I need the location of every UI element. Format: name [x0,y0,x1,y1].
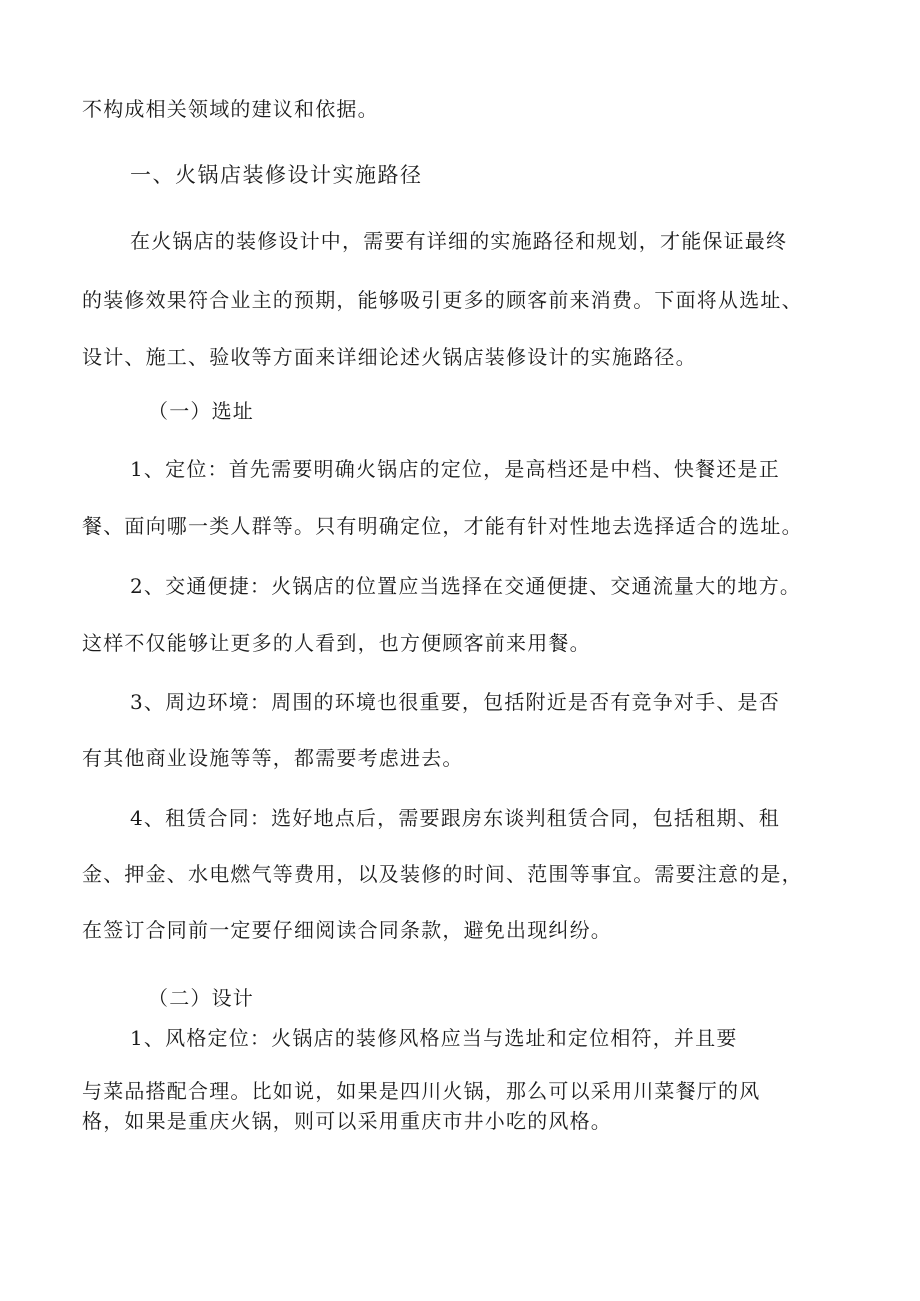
paragraph-line: 1、风格定位：火锅店的装修风格应当与选址和定位相符，并且要 [130,1026,738,1050]
subsection-heading: （二）设计 [148,986,254,1010]
paragraph-line: 的装修效果符合业主的预期，能够吸引更多的顾客前来消费。下面将从选址、 [82,288,803,312]
paragraph-line: 1、定位：首先需要明确火锅店的定位，是高档还是中档、快餐还是正 [130,457,780,481]
paragraph-line: 餐、面向哪一类人群等。只有明确定位，才能有针对性地去选择适合的选址。 [82,514,803,538]
paragraph-line: 金、押金、水电燃气等费用，以及装修的时间、范围等事宜。需要注意的是， [82,862,803,886]
paragraph-line: 在火锅店的装修设计中，需要有详细的实施路径和规划，才能保证最终 [130,229,788,253]
paragraph-line: 有其他商业设施等等，都需要考虑进去。 [82,746,464,770]
paragraph-line: 4、租赁合同：选好地点后，需要跟房东谈判租赁合同，包括租期、租 [130,806,780,830]
paragraph-line: 2、交通便捷：火锅店的位置应当选择在交通便捷、交通流量大的地方。 [130,574,802,598]
subsection-heading: （一）选址 [148,399,254,423]
paragraph-line: 在签订合同前一定要仔细阅读合同条款，避免出现纠纷。 [82,918,612,942]
paragraph-line: 与菜品搭配合理。比如说，如果是四川火锅，那么可以采用川菜餐厅的风 [82,1079,761,1103]
section-heading: 一、火锅店装修设计实施路径 [130,163,423,187]
paragraph-line: 3、周边环境：周围的环境也很重要，包括附近是否有竞争对手、是否 [130,690,780,714]
paragraph-line: 这样不仅能够让更多的人看到，也方便顾客前来用餐。 [82,631,591,655]
paragraph-line: 格，如果是重庆火锅，则可以采用重庆市井小吃的风格。 [82,1109,612,1133]
paragraph-line: 不构成相关领域的建议和依据。 [82,97,379,121]
paragraph-line: 设计、施工、验收等方面来详细论述火锅店装修设计的实施路径。 [82,345,697,369]
